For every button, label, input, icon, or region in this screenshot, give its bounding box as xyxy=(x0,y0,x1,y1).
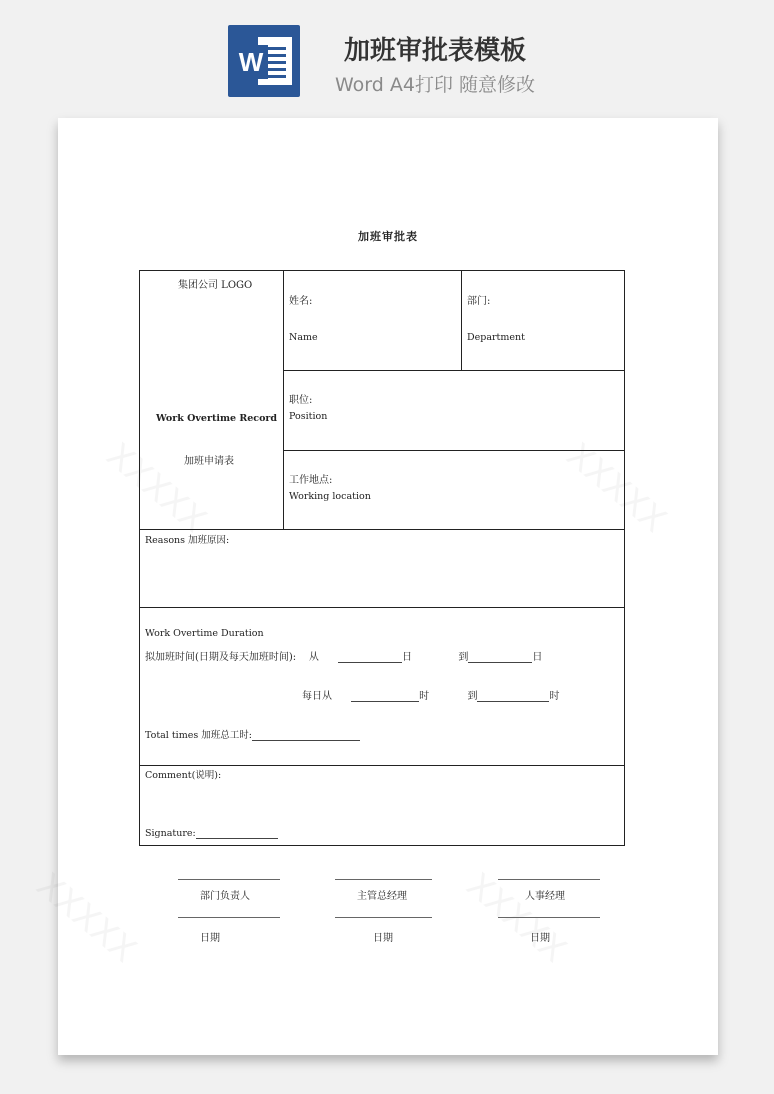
template-subtitle: Word A4打印 随意修改 xyxy=(334,74,535,96)
template-title: 加班审批表模板 xyxy=(343,36,526,66)
record-title-en: Work Overtime Record xyxy=(156,413,278,424)
word-icon: W xyxy=(228,25,300,97)
sig-gm-date: 日期 xyxy=(373,933,393,944)
signature-row[interactable]: Signature: xyxy=(145,827,278,839)
duration-label-en: Work Overtime Duration xyxy=(145,628,264,639)
sig-general-manager: 主管总经理 xyxy=(357,891,407,902)
sig-dept-head: 部门负责人 xyxy=(200,891,250,902)
location-label-en[interactable]: Working location xyxy=(289,491,371,502)
position-label-en[interactable]: Position xyxy=(289,411,328,422)
duration-row[interactable]: 拟加班时间(日期及每天加班时间): 从 日 到 日 xyxy=(145,652,543,663)
daily-hours-row[interactable]: 每日从 时 到 时 xyxy=(302,691,560,702)
sig-hr-date: 日期 xyxy=(530,933,550,944)
record-title-cn: 加班申请表 xyxy=(184,456,234,467)
department-label: 部门: xyxy=(467,296,491,307)
sig-dept-date: 日期 xyxy=(200,933,220,944)
logo-placeholder: 集团公司 LOGO xyxy=(178,280,253,291)
sig-hr-manager: 人事经理 xyxy=(525,891,565,902)
total-hours-row[interactable]: Total times 加班总工时: xyxy=(145,727,360,741)
name-label: 姓名: xyxy=(289,296,313,307)
document-page xyxy=(58,118,718,1055)
position-label: 职位: xyxy=(289,395,313,406)
form-table xyxy=(139,270,625,846)
location-label: 工作地点: xyxy=(289,475,333,486)
document-title: 加班审批表 xyxy=(358,230,418,243)
comment-label[interactable]: Comment(说明): xyxy=(145,770,222,781)
name-label-en[interactable]: Name xyxy=(289,332,318,343)
department-label-en[interactable]: Department xyxy=(467,332,525,343)
reasons-label[interactable]: Reasons 加班原因: xyxy=(145,535,230,546)
